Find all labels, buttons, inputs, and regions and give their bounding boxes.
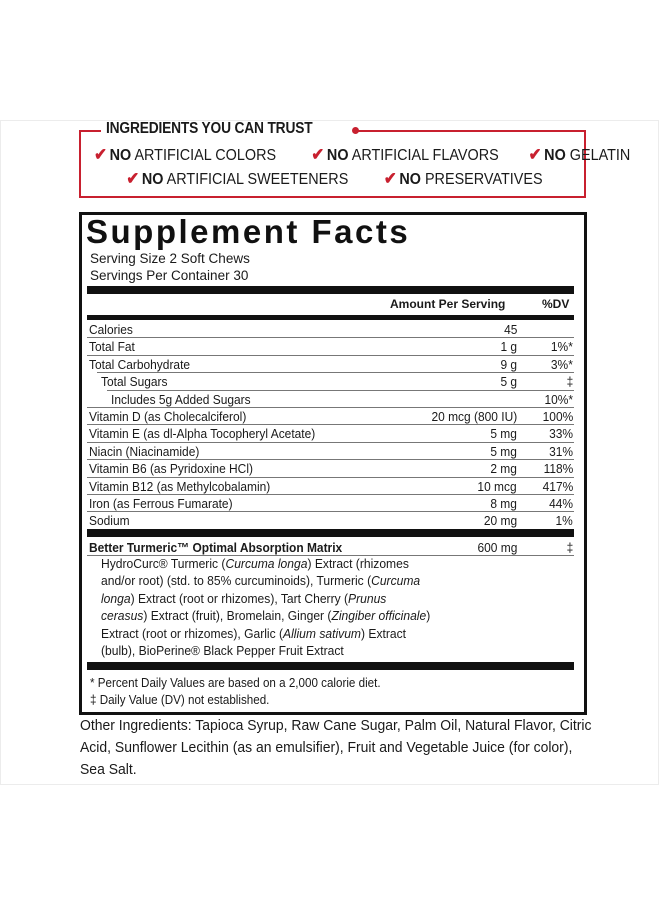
checkmark-icon: ✔	[528, 145, 542, 164]
footnote-percent-dv: * Percent Daily Values are based on a 2,000 calorie diet.	[90, 676, 381, 690]
bullet-dot-icon	[352, 127, 359, 134]
nutrient-row-vitamin-e: Vitamin E (as dl-Alpha Tocopheryl Acetate) 5 mg 33%	[89, 426, 573, 442]
claim-no-artificial-flavors: ✔ NO ARTIFICIAL FLAVORS	[311, 145, 499, 164]
claim-no-artificial-sweeteners: ✔ NO ARTIFICIAL SWEETENERS	[126, 169, 349, 188]
nutrient-row-total-sugars: Total Sugars 5 g ‡	[101, 374, 573, 390]
nutrient-row-total-carbohydrate: Total Carbohydrate 9 g 3%*	[89, 356, 573, 372]
claims-row-1	[79, 145, 631, 165]
thick-divider	[87, 662, 574, 670]
trust-box-title: INGREDIENTS YOU CAN TRUST	[106, 120, 313, 137]
nutrient-row-sodium: Sodium 20 mg 1%	[89, 513, 573, 529]
nutrient-row-added-sugars: Includes 5g Added Sugars 10%*	[87, 391, 574, 408]
claims-row-2	[79, 169, 586, 189]
supplement-facts-title: Supplement Facts	[86, 213, 411, 250]
claim-no-artificial-colors: ✔ NO ARTIFICIAL COLORS	[94, 145, 277, 164]
serving-size: Serving Size 2 Soft Chews	[90, 251, 250, 266]
column-header-dv: %DV	[542, 297, 570, 311]
medium-divider	[87, 315, 574, 320]
nutrient-row-calories: Calories 45	[87, 321, 574, 338]
thick-divider	[87, 529, 574, 537]
nutrient-row-vitamin-d: Vitamin D (as Cholecalciferol) 20 mcg (800 IU) 100%	[89, 409, 573, 424]
footnote-dv-not-established: ‡ Daily Value (DV) not established.	[90, 693, 270, 707]
blend-ingredients-description: HydroCurc® Turmeric (Curcuma longa) Extract (rhizomes and/or root) (std. to 85% curcuminoids), Turmeric (Curcuma longa) Extract (root or rhizomes), Tart Cherry (Prunus cerasus) Extract (fruit), Bromelain, Ginger (Zingiber officinale) Extract (root or rhizomes), Garlic (Allium sativum) Extract (bulb), BioPerine® Black Pepper Fruit Extract	[101, 556, 431, 659]
other-ingredients: Other Ingredients: Tapioca Syrup, Raw Cane Sugar, Palm Oil, Natural Flavor, Citric Acid, Sunflower Lecithin (as an emulsifier), Fruit and Vegetable Juice (for color), Sea Salt.	[80, 717, 592, 778]
nutrient-row-niacin: Niacin (Niacinamide) 5 mg 31%	[89, 443, 573, 459]
checkmark-icon: ✔	[383, 169, 397, 188]
column-header-amount: Amount Per Serving	[390, 297, 506, 311]
blend-row-better-turmeric: Better Turmeric™ Optimal Absorption Matrix 600 mg ‡	[89, 540, 573, 555]
nutrient-row-iron: Iron (as Ferrous Fumarate) 8 mg 44%	[89, 496, 573, 511]
thick-divider	[87, 286, 574, 294]
nutrient-row-vitamin-b12: Vitamin B12 (as Methylcobalamin) 10 mcg 417%	[89, 478, 573, 494]
claim-no-gelatin: ✔ NO GELATIN	[528, 145, 631, 164]
trust-box-top-line	[357, 130, 586, 132]
checkmark-icon: ✔	[311, 145, 324, 164]
checkmark-icon: ✔	[94, 145, 107, 164]
nutrient-row-total-fat: Total Fat 1 g 1%*	[89, 339, 573, 355]
servings-per-container: Servings Per Container 30	[90, 268, 249, 283]
claim-no-preservatives: ✔ NO PRESERVATIVES	[383, 169, 543, 188]
checkmark-icon: ✔	[126, 169, 139, 188]
trust-box-top-line	[79, 130, 101, 132]
nutrient-row-vitamin-b6: Vitamin B6 (as Pyridoxine HCl) 2 mg 118%	[89, 461, 573, 477]
